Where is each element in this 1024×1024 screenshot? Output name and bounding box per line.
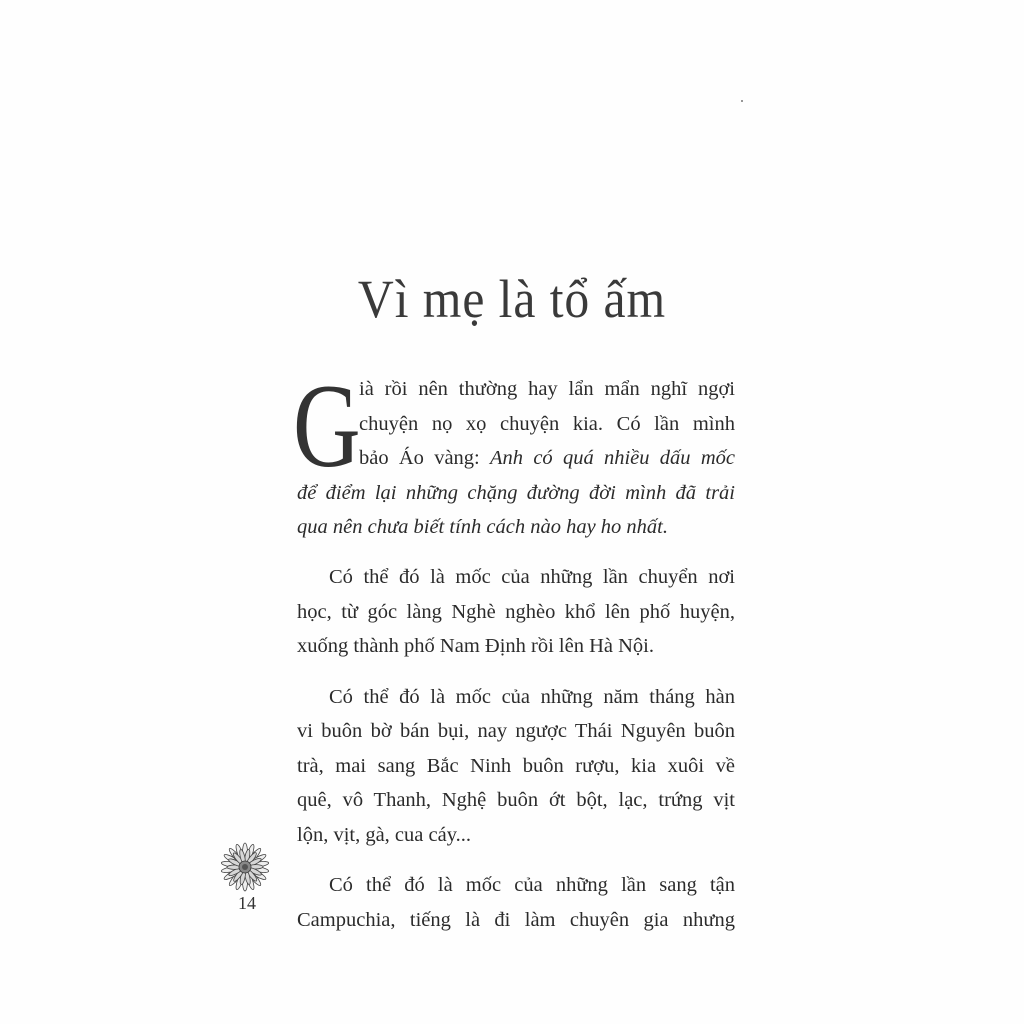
text-line: vi buôn bờ bán bụi, nay ngược Thái Nguyên buôn — [297, 720, 735, 742]
text-line: quê, vô Thanh, Nghệ buôn ớt bột, lạc, trứng vịt — [297, 789, 735, 811]
chapter-title: Vì mẹ là tổ ấm — [357, 269, 667, 330]
text-line: Có thể đó là mốc của những năm tháng hàn — [329, 685, 735, 708]
drop-cap: G — [293, 359, 361, 492]
italic-quote: Anh có quá nhiều dấu mốc — [490, 447, 735, 469]
page-speck — [741, 100, 743, 102]
paragraph-1 — [293, 359, 735, 544]
page-number: 14 — [238, 893, 256, 913]
text-line: Có thể đó là mốc của những lần chuyển nơi — [329, 566, 735, 588]
paragraph-2 — [297, 560, 735, 664]
text-line: lộn, vịt, gà, cua cáy... — [297, 823, 471, 846]
daisy-flower-icon — [220, 842, 270, 892]
text-line: chuyện nọ xọ chuyện kia. Có lần mình — [359, 412, 735, 435]
italic-quote-line: qua nên chưa biết tính cách nào hay ho nhất. — [297, 516, 669, 538]
italic-quote-line: để điểm lại những chặng đường đời mình đã trải — [297, 481, 735, 504]
paragraph-4 — [297, 868, 735, 937]
text-line: trà, mai sang Bắc Ninh buôn rượu, kia xuôi về — [297, 754, 735, 777]
text-line: học, từ góc làng Nghè nghèo khổ lên phố huyện, — [297, 600, 735, 623]
chapter-body — [293, 359, 735, 937]
text-line — [359, 441, 735, 476]
text-line: Có thể đó là mốc của những lần sang tận — [329, 874, 735, 896]
text-line: Campuchia, tiếng là đi làm chuyên gia nhưng — [297, 908, 735, 931]
text-line: ià rồi nên thường hay lẩn mẩn nghĩ ngợi — [359, 378, 735, 400]
text-span: bảo Áo vàng: — [359, 447, 491, 469]
paragraph-3 — [297, 680, 735, 853]
text-line: xuống thành phố Nam Định rồi lên Hà Nội. — [297, 635, 654, 657]
